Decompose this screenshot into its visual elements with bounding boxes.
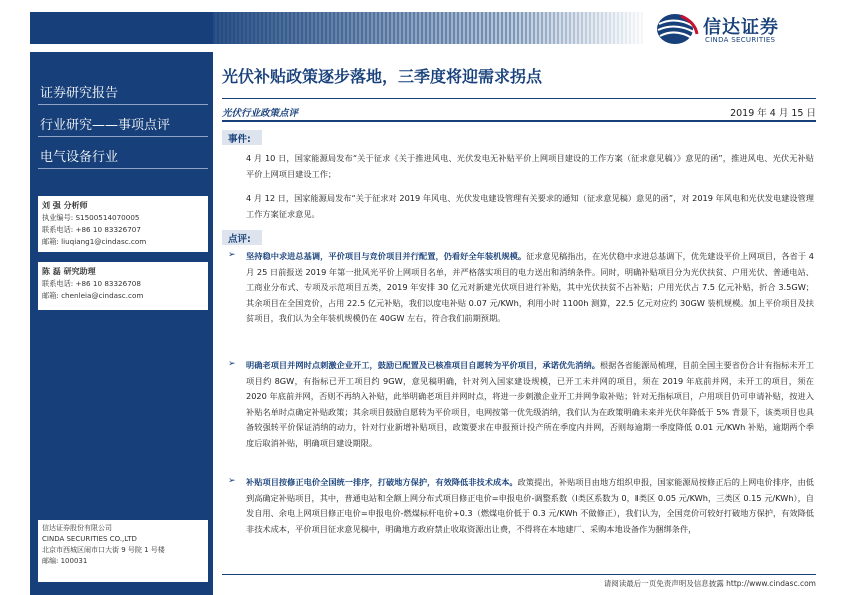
report-date: 2019 年 4 月 15 日	[730, 108, 816, 119]
analyst-name: 刘 强 分析师	[42, 201, 88, 210]
comment-bullet-text: 政策提出，补贴项目由地方组织申报，国家能源局按修正后的上网电价排序，由低到高确定补贴项目，其中，普通电站和全额上网分布式项目修正电价=申报电价-调整系数（Ⅰ类区系数为 0，Ⅱ类区 0.05 元/KWh，三类区 0.15 元/KWh），自发自用、余电上网项目修正电价=申报电价-燃煤标杆电价+0.3（燃煤电价低于 0.3 元/KWh 不做修正），我们认为，全国竞价可较好打破地方保护，有效降低非技术成本，平价项目征求意见稿中，明确地方政府禁止收取资源出让费，不得将在本地建厂、采购本地设备作为捆绑条件，	[246, 477, 814, 534]
page-title: 光伏补贴政策逐步落地，三季度将迎需求拐点	[222, 67, 543, 86]
bullet-arrow-icon: ➢	[228, 250, 236, 260]
assistant-phone: 联系电话: +86 10 83326708	[42, 279, 141, 288]
event-paragraph: 4 月 10 日，国家能源局发布“关于征求《关于推进风电、光伏发电无补贴平价上网项目建设的工作方案（征求意见稿）》意见的函”，推进风电、光伏无补贴平价上网项目建设工作；	[246, 153, 814, 179]
logo-text-en: CINDA SECURITIES	[705, 36, 776, 44]
sidebar-divider	[38, 104, 208, 105]
sidebar-divider	[38, 168, 208, 169]
events-label: 事件:	[228, 134, 251, 145]
comment-bullet	[246, 358, 814, 452]
comment-bullet	[246, 249, 814, 327]
sidebar-item-research-type: 行业研究——事项点评	[40, 118, 171, 133]
assistant-name: 陈 磊 研究助理	[42, 267, 96, 276]
footer-divider	[222, 574, 816, 575]
comments-label: 点评:	[228, 234, 251, 245]
comment-bullet-heading: 补贴项目按修正电价全国统一排序，打破地方保护，有效降低非技术成本。	[246, 477, 518, 487]
bullet-arrow-icon: ➢	[228, 476, 236, 486]
banner-blue-block	[30, 12, 213, 44]
subtitle-divider	[222, 120, 816, 122]
globe-logo-icon	[655, 12, 699, 46]
sidebar-item-industry: 电气设备行业	[40, 150, 119, 165]
assistant-card	[38, 262, 208, 310]
company-name-en: CINDA SECURITIES CO.,LTD	[42, 535, 137, 543]
company-postcode: 邮编: 100031	[42, 557, 88, 565]
company-info	[38, 520, 208, 582]
cinda-logo	[655, 12, 815, 46]
top-banner	[0, 0, 842, 52]
comment-bullet-heading: 明确老项目并网时点刺激企业开工，鼓励已配置及已核准项目自愿转为平价项目，承诺优先消纳。	[246, 360, 600, 370]
sidebar	[30, 52, 213, 595]
comment-bullet-text: 征求意见稿指出，在光伏稳中求进总基调下，优先建设平价上网项目，各省于 4 月 25 日前报送 2019 年第一批风光平价上网项目名单，并严格落实项目的电力送出和消纳条件。同时，明确补贴项目分为光伏扶贫、户用光伏、普通电站、工商业分布式、专项及示范项目五类，2019 年安排 30 亿元对新建光伏项目进行补贴，其中光伏扶贫不占补贴；户用光伏占 7.5 亿元补贴，折合 3.5GW；其余项目在全国竞价，占用 22.5 亿元补贴，我们以度电补贴 0.07 元/KWh，利用小时 1100h 测算，22.5 亿元对应约 30GW 装机规模。加上平价项目及扶贫项目，我们认为全年装机规模仍在 40GW 左右，符合我们前期预期。	[246, 251, 814, 324]
banner-gradient	[213, 12, 643, 44]
assistant-email[interactable]: 邮箱: chenleia@cindasc.com	[42, 291, 144, 300]
comment-bullet	[246, 475, 814, 567]
comment-bullet-text: 根据各省能源局梳理，目前全国主要省份合计有指标未开工项目约 8GW，有指标已开工项目约 9GW，意见稿明确，针对列入国家建设规模，已开工未并网的项目，须在 2019 年底前并网，未开工的项目，须在 2020 年底前并网，否则不再纳入补贴，此举明确老项目并网时点，将进一步刺激企业开工并网争取补贴；针对无指标项目，户用项目仍可申请补贴，按进入补贴名单时点确定补贴政策；其余项目鼓励自愿转为平价项目，电网按第一优先级消纳，我们认为在政策明确未来并光伏年降低于 5% 背景下，该类项目也具备较强转平价保证消纳的动力，针对行业新增补贴项目，政策要求在申报预计投产所在季度内并网，否则每逾期一季度降低 0.01 元/KWh 补贴，逾期两个季度后取消补贴，明确项目建设期限。	[246, 360, 814, 448]
bullet-arrow-icon: ➢	[228, 359, 236, 369]
sidebar-divider	[38, 136, 208, 137]
company-address: 北京市西城区闹市口大街 9 号院 1 号楼	[42, 546, 165, 554]
analyst-phone: 联系电话: +86 10 83326707	[42, 225, 141, 234]
company-name-cn: 信达证券股份有限公司	[42, 524, 112, 532]
logo-text-cn: 信达证券	[703, 17, 779, 38]
report-subtitle: 光伏行业政策点评	[222, 108, 299, 119]
event-paragraph: 4 月 12 日，国家能源局发布“关于征求对 2019 年风电、光伏发电建设管理有关要求的通知（征求意见稿）意见的函”，对 2019 年风电和光伏发电建设管理工作方案征求意见。	[246, 193, 814, 219]
title-divider	[222, 98, 816, 99]
comment-bullet-heading: 坚持稳中求进总基调，平价项目与竞价项目并行配置，仍看好全年装机规模。	[246, 251, 527, 261]
sidebar-item-report-type: 证券研究报告	[40, 86, 119, 101]
footer-disclaimer[interactable]: 请阅读最后一页免责声明及信息披露 http://www.cindasc.com	[603, 579, 816, 588]
analyst-card	[38, 196, 208, 252]
analyst-email[interactable]: 邮箱: liuqiang1@cindasc.com	[42, 237, 147, 246]
analyst-cert: 执业编号: S1500514070005	[42, 213, 140, 222]
